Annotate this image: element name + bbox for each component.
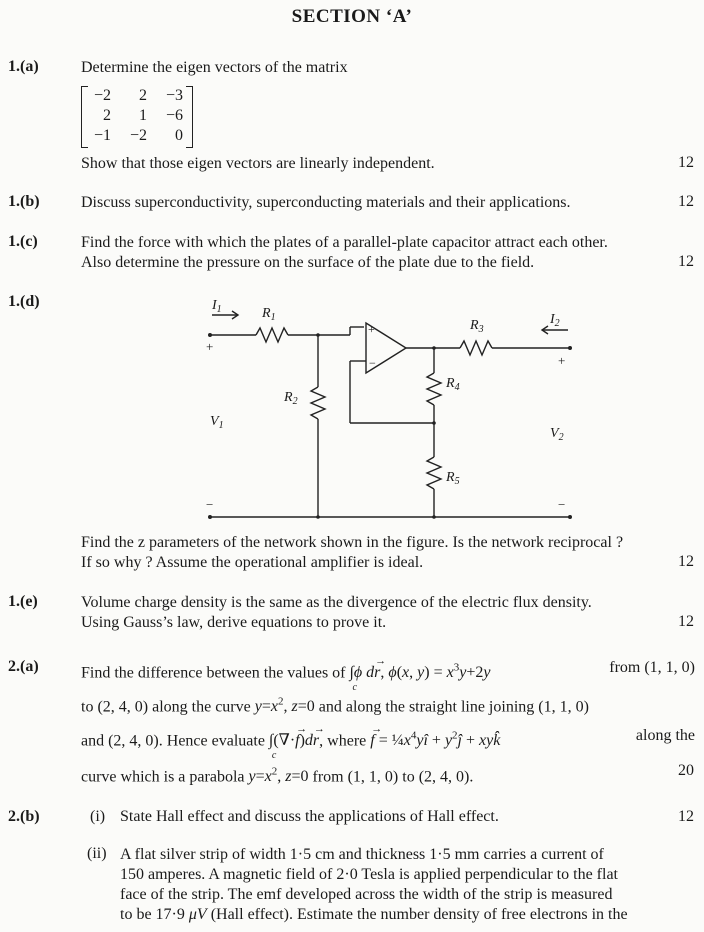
sub-question-ii-line-1: A flat silver strip of width 1·5 cm and thickness 1·5 mm carries a current of	[120, 846, 604, 863]
label-r4: $R_4$	[446, 376, 460, 393]
text: from (1, 1, 0) to (2, 4, 0).	[312, 768, 474, 786]
unit-microvolt: μV	[188, 906, 207, 923]
terminal-dot	[208, 333, 212, 337]
sub-question-ii-line-3: face of the strip. The emf developed across the width of the strip is measured	[120, 886, 613, 903]
matrix	[81, 86, 193, 146]
math: $y=x^2$, z=0	[254, 696, 315, 716]
matrix-cell: 1	[139, 107, 147, 124]
question-1d-line-2: If so why ? Assume the operational amplifier is ideal.	[81, 554, 424, 571]
question-1d-line-1: Find the z parameters of the network shown in the figure. Is the network reciprocal ?	[81, 534, 624, 551]
resistor-r5	[427, 457, 441, 489]
node-dot	[432, 346, 436, 350]
question-2a-line-4	[81, 762, 695, 787]
sub-question-ii-label: (ii)	[87, 845, 107, 862]
question-2a-line-2	[81, 692, 695, 717]
text: and (2, 4, 0). Hence evaluate	[81, 732, 265, 750]
label-minus-left: −	[206, 497, 214, 512]
resistor-r2	[311, 387, 325, 419]
sub-question-ii-line-2: 150 amperes. A magnetic field of 2·0 Tesla is applied perpendicular to the flat	[120, 866, 618, 883]
question-number-1e: 1.(e)	[8, 593, 38, 610]
question-1c-line-2: Also determine the pressure on the surface of the plate due to the field.	[81, 254, 535, 271]
text: and along the straight line joining (1, 1, 0)	[318, 698, 589, 716]
label-v1: $V_1$	[210, 414, 224, 431]
marks-2b-i: 12	[678, 808, 694, 825]
question-1b-text: Discuss superconductivity, superconducting materials and their applications.	[81, 194, 571, 211]
matrix-cell: −1	[93, 127, 111, 144]
node-dot	[432, 515, 436, 519]
matrix-cell: 2	[103, 107, 111, 124]
node-dot	[316, 333, 320, 337]
sub-question-i-label: (i)	[90, 808, 106, 825]
label-plus-left: +	[206, 339, 214, 354]
label-r5: $R_5$	[446, 470, 460, 487]
circuit-diagram	[190, 295, 590, 530]
math: ∫ cϕ d→ r, ϕ(x, $y) = x^3y+2y$	[350, 664, 491, 681]
marks-1b: 12	[678, 193, 694, 210]
terminal-dot	[568, 515, 572, 519]
label-i2: $I_2$	[550, 312, 560, 329]
matrix-cell: 0	[175, 127, 183, 144]
label-r1: $R_1$	[262, 306, 276, 323]
question-2a-line-3	[81, 726, 695, 751]
text: to be 17·9	[120, 906, 185, 923]
opamp-plus: +	[368, 322, 375, 336]
terminal-dot	[208, 515, 212, 519]
marks-1d: 12	[678, 553, 694, 570]
text: , where	[319, 732, 367, 750]
marks-2a: 20	[678, 762, 694, 779]
label-r3: $R_3$	[470, 318, 484, 335]
question-1c-line-1: Find the force with which the plates of a parallel-plate capacitor attract each other.	[81, 234, 608, 251]
matrix-cell: −2	[129, 127, 147, 144]
question-1a-text: Determine the eigen vectors of the matrix	[81, 59, 348, 76]
question-number-2a: 2.(a)	[8, 658, 39, 675]
question-number-1d: 1.(d)	[8, 293, 40, 310]
text: curve which is a parabola	[81, 768, 245, 786]
text: (Hall effect). Estimate the number density of free electrons in the	[210, 906, 628, 923]
sub-question-ii-line-4	[120, 905, 695, 925]
question-1e-line-2: Using Gauss’s law, derive equations to prove it.	[81, 614, 387, 631]
label-v2: $V_2$	[550, 426, 564, 443]
question-number-1a: 1.(a)	[8, 58, 39, 75]
text: to (2, 4, 0) along the curve	[81, 698, 251, 716]
opamp-minus: −	[369, 356, 376, 370]
matrix-cell: −2	[93, 87, 111, 104]
math: $y=x^2$, z=0	[248, 766, 309, 786]
label-i1: $I_1$	[212, 298, 222, 315]
math: ∫ c(∇·→ f)d→ r	[269, 732, 319, 749]
resistor-r1	[256, 328, 288, 342]
question-1e-line-1: Volume charge density is the same as the divergence of the electric flux density.	[81, 594, 592, 611]
sub-question-i-text: State Hall effect and discuss the applications of Hall effect.	[120, 808, 499, 825]
label-minus-right: −	[558, 497, 566, 512]
resistor-r3	[460, 341, 492, 355]
matrix-cell: 2	[139, 87, 147, 104]
node-dot	[432, 421, 436, 425]
text: along the	[635, 727, 695, 744]
matrix-cell: −3	[165, 87, 183, 104]
marks-1a: 12	[678, 154, 694, 171]
question-1a-text-2: Show that those eigen vectors are linearly independent.	[81, 155, 435, 172]
section-title: SECTION ‘A’	[291, 6, 413, 27]
resistor-r4	[427, 373, 441, 405]
text: from (1, 1, 0)	[609, 659, 695, 676]
text: Find the difference between the values of	[81, 664, 346, 682]
math: → $f = \frac{1}{4}x^4yî$ + $y^2ĵ$ + xyk̂	[370, 732, 500, 749]
question-2a-line-1	[81, 658, 695, 683]
label-r2: $R_2$	[284, 390, 298, 407]
question-number-2b: 2.(b)	[8, 808, 40, 825]
matrix-right-bracket	[186, 86, 193, 148]
label-plus-right: +	[558, 353, 566, 368]
terminal-dot	[568, 346, 572, 350]
marks-1e: 12	[678, 613, 694, 630]
matrix-cell: −6	[165, 107, 183, 124]
question-number-1b: 1.(b)	[8, 193, 40, 210]
node-dot	[316, 515, 320, 519]
question-number-1c: 1.(c)	[8, 233, 38, 250]
marks-1c: 12	[678, 253, 694, 270]
